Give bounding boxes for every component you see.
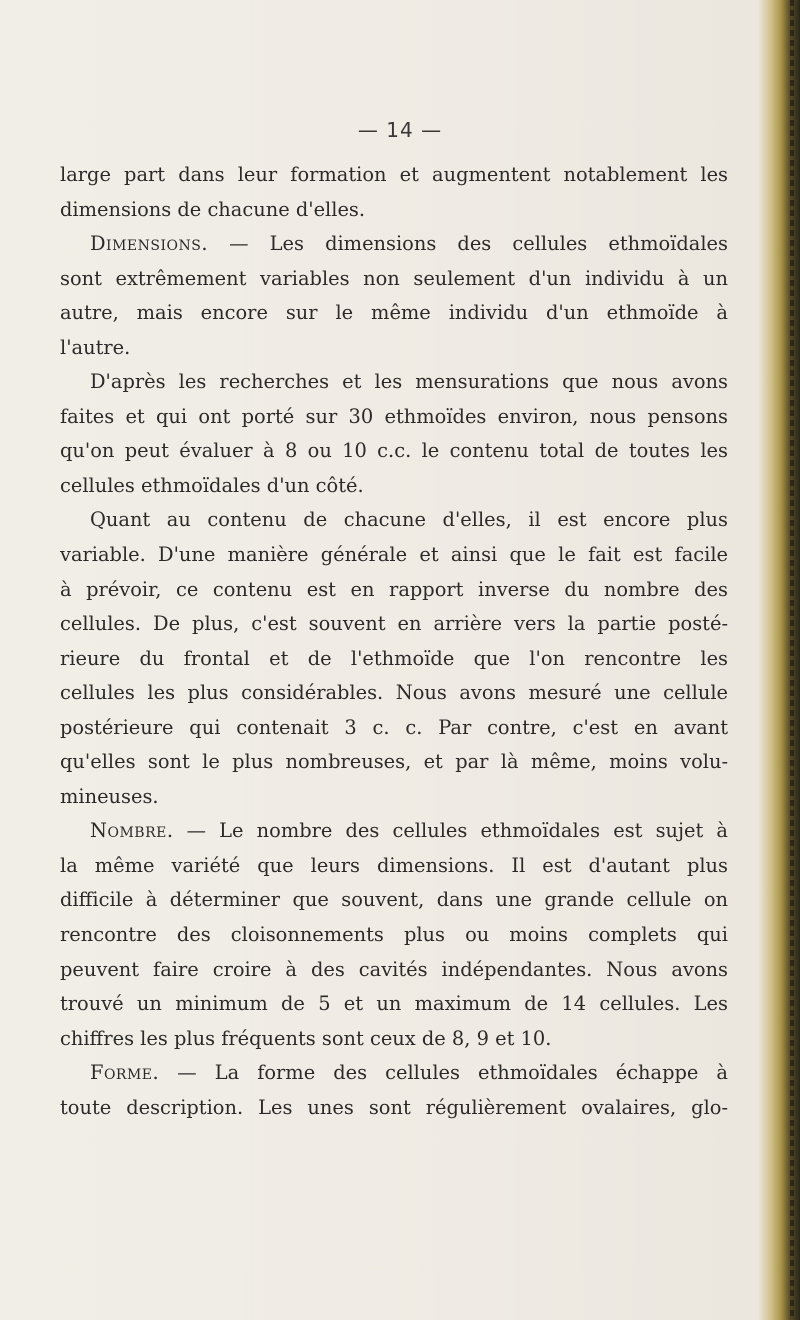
text-line: qu'elles sont le plus nombreuses, et par là même, moins volu- xyxy=(60,750,728,774)
text-line: dimensions de chacune d'elles. xyxy=(60,197,366,221)
text-line: chiffres les plus fréquents sont ceux de 8, 9 et 10. xyxy=(60,1026,552,1050)
text-line: autre, mais encore sur le même individu d'un ethmoïde à xyxy=(60,301,728,325)
text-line: rencontre des cloisonnements plus ou moins complets qui xyxy=(60,923,728,947)
text-segment: — Le nombre des cellules ethmoïdales est sujet à xyxy=(173,819,728,843)
body-text xyxy=(60,158,728,1125)
section-heading-dimensions: Dimensions. xyxy=(90,232,208,256)
text-line: cellules. De plus, c'est souvent en arrière vers la partie posté- xyxy=(60,612,728,636)
text-line: variable. D'une manière générale et ainsi que le fait est facile xyxy=(60,543,728,567)
page-number: — 14 — xyxy=(357,118,443,142)
text-line: trouvé un minimum de 5 et un maximum de 14 cellules. Les xyxy=(60,992,728,1016)
text-line xyxy=(60,814,728,849)
text-segment: — La forme des cellules ethmoïdales échappe à xyxy=(159,1061,728,1085)
text-line: large part dans leur formation et augmentent notablement les xyxy=(60,163,728,186)
text-line: faites et qui ont porté sur 30 ethmoïdes environ, nous pensons xyxy=(60,404,728,428)
text-line: peuvent faire croire à des cavités indépendantes. Nous avons xyxy=(60,957,728,981)
text-line xyxy=(60,227,728,262)
section-heading-nombre: Nombre. xyxy=(90,819,174,843)
text-line: difficile à déterminer que souvent, dans une grande cellule on xyxy=(60,888,728,912)
text-line: Quant au contenu de chacune d'elles, il est encore plus xyxy=(90,508,728,532)
text-line: cellules ethmoïdales d'un côté. xyxy=(60,473,364,497)
text-line: la même variété que leurs dimensions. Il est d'autant plus xyxy=(60,853,728,877)
text-line: D'après les recherches et les mensurations que nous avons xyxy=(90,370,728,394)
text-line: toute description. Les unes sont régulièrement ovalaires, glo- xyxy=(60,1095,728,1119)
text-line: mineuses. xyxy=(60,784,159,808)
text-segment: — Les dimensions des cellules ethmoïdales xyxy=(208,232,728,256)
text-line: à prévoir, ce contenu est en rapport inverse du nombre des xyxy=(60,577,728,601)
section-heading-forme: Forme. xyxy=(90,1061,160,1085)
text-line: l'autre. xyxy=(60,335,131,359)
text-line: rieure du frontal et de l'ethmoïde que l'on rencontre les xyxy=(60,646,728,670)
text-line: postérieure qui contenait 3 c. c. Par contre, c'est en avant xyxy=(60,715,728,739)
text-line: cellules les plus considérables. Nous avons mesuré une cellule xyxy=(60,681,728,705)
text-line xyxy=(60,1056,728,1091)
text-line: qu'on peut évaluer à 8 ou 10 c.c. le contenu total de toutes les xyxy=(60,439,728,463)
text-line: sont extrêmement variables non seulement d'un individu à un xyxy=(60,266,728,290)
page-binding-edge xyxy=(758,0,800,1320)
